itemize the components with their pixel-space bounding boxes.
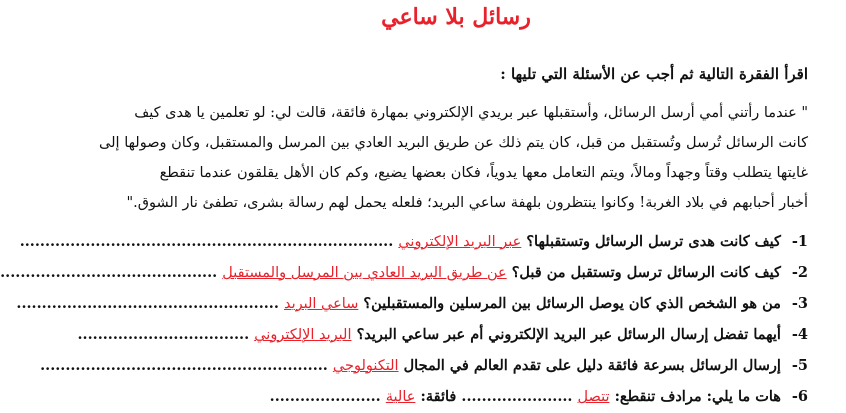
paragraph-line: كانت الرسائل تُرسل وتُستقبل من قبل، كان يتم ذلك عن طريق البريد العادي بين المرسل والمستقبل، وكان وصولها إلى <box>99 135 808 151</box>
page-title: رسائل بلا ساعي <box>381 4 531 30</box>
answer-text: التكنولوجي <box>332 358 399 374</box>
question-5 <box>40 350 808 381</box>
instruction-text: اقرأ الفقرة التالية ثم أجب عن الأسئلة التي تليها : <box>500 65 808 83</box>
question-text: كيف كانت الرسائل ترسل وتستقبل من قبل؟ <box>511 264 781 281</box>
question-label-2: فائقة: <box>420 388 457 405</box>
answer-dots: ...................... <box>461 388 573 405</box>
answer-text: عن طريق البريد العادي بين المرسل والمستقبل <box>222 265 507 281</box>
reading-paragraph <box>99 98 808 218</box>
question-number: 5- <box>791 357 808 374</box>
answer-dots: .................................................... <box>16 295 279 312</box>
question-text: كيف كانت هدى ترسل الرسائل وتستقبلها؟ <box>526 233 781 250</box>
paragraph-line: أخبار أحبابهم في بلاد الغربة! وكانوا ينتظرون بلهفة ساعي البريد؛ فلعله يحمل لهم رسالة بشرى، تطفئ نار الشوق." <box>126 195 808 211</box>
question-1 <box>19 226 808 257</box>
answer-dots: .......................................................................... <box>19 233 394 250</box>
answer-text-2: عالية <box>385 389 416 405</box>
question-number: 3- <box>791 295 808 312</box>
answer-dots: ........................................... <box>0 264 218 281</box>
answer-dots: ......................................................... <box>40 357 328 374</box>
answer-text: عبر البريد الإلكتروني <box>398 234 522 250</box>
answer-text: تتصل <box>577 389 610 405</box>
answer-dots-2: ...................... <box>269 388 381 405</box>
question-number: 4- <box>791 326 808 343</box>
question-6 <box>96 381 808 412</box>
answer-text: ساعي البريد <box>283 296 359 312</box>
question-4 <box>77 319 808 350</box>
question-text: من هو الشخص الذي كان يوصل الرسائل بين المرسلين والمستقبلين؟ <box>363 295 781 312</box>
question-2 <box>0 257 808 288</box>
questions-list <box>0 226 808 412</box>
question-3 <box>16 288 808 319</box>
paragraph-line: غايتها يتطلب وقتاً وجهداً ومالاً، ويتم التعامل معها يدوياً، فكان بعضها يضيع، وكم كان الأهل يقلقون عندما تنقطع <box>159 165 808 181</box>
answer-dots: .................................. <box>77 326 250 343</box>
question-number: 6- <box>791 388 808 405</box>
question-number: 1- <box>791 233 808 250</box>
question-text: إرسال الرسائل بسرعة فائقة دليل على تقدم العالم في المجال <box>403 357 781 374</box>
answer-text: البريد الإلكتروني <box>254 327 352 343</box>
paragraph-line: " عندما رأتني أمي أرسل الرسائل، وأستقبلها عبر بريدي الإلكتروني بمهارة فائقة، قالت لي: لو تعلمين يا هدى كيف <box>134 105 808 121</box>
question-text: أيهما تفضل إرسال الرسائل عبر البريد الإلكتروني أم عبر ساعي البريد؟ <box>356 326 781 343</box>
question-text: هات ما يلي: مرادف تنقطع: <box>614 388 781 405</box>
question-number: 2- <box>791 264 808 281</box>
